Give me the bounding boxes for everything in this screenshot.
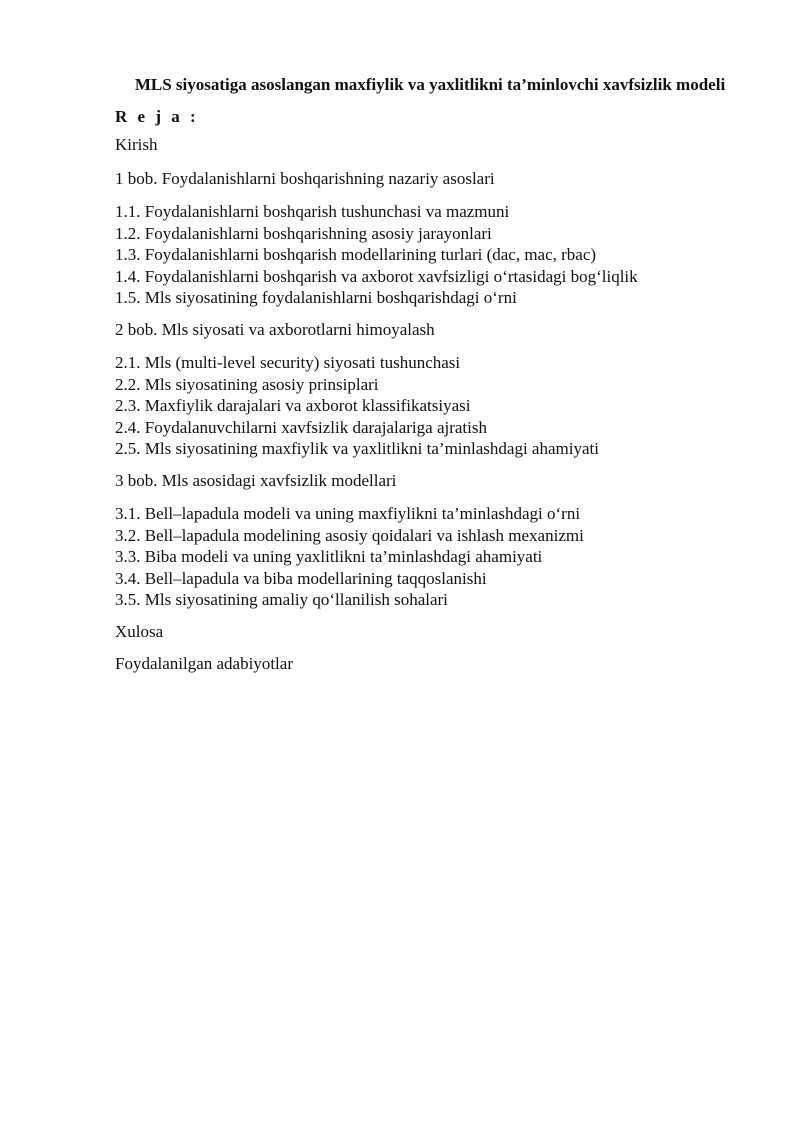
chapter-heading: 3 bob. Mls asosidagi xavfsizlik modellari [115, 470, 397, 490]
chapter-items [115, 503, 715, 611]
list-item: 2.5. Mls siyosatining maxfiylik va yaxlitlikni ta’minlashdagi ahamiyati [115, 439, 599, 459]
list-item: 1.3. Foydalanishlarni boshqarish modellarining turlari (dac, mac, rbac) [115, 245, 597, 265]
list-item: 3.3. Biba modeli va uning yaxlitlikni ta’minlashdagi ahamiyati [115, 547, 543, 567]
list-item: 1.1. Foydalanishlarni boshqarish tushunchasi va mazmuni [115, 202, 510, 221]
intro-heading: Kirish [115, 135, 158, 154]
list-item: 1.4. Foydalanishlarni boshqarish va axborot xavfsizligi o‘rtasidagi bog‘liqlik [115, 266, 638, 286]
list-item: 3.4. Bell–lapadula va biba modellarining taqqoslanishi [115, 568, 487, 588]
references-heading: Foydalanilgan adabiyotlar [115, 653, 293, 673]
list-item: 3.2. Bell–lapadula modelining asosiy qoidalari va ishlash mexanizmi [115, 525, 584, 545]
list-item: 1.5. Mls siyosatining foydalanishlarni boshqarishdagi o‘rni [115, 288, 517, 308]
plan-label: R e j a : [115, 107, 199, 126]
list-item: 2.3. Maxfiylik darajalari va axborot klassifikatsiyasi [115, 396, 471, 416]
chapter-items [115, 201, 715, 309]
conclusion-heading: Xulosa [115, 621, 164, 641]
list-item: 3.1. Bell–lapadula modeli va uning maxfiylikni ta’minlashdagi o‘rni [115, 503, 581, 523]
list-item: 2.1. Mls (multi-level security) siyosati tushunchasi [115, 352, 461, 372]
list-item: 2.4. Foydalanuvchilarni xavfsizlik darajalariga ajratish [115, 417, 487, 437]
list-item: 1.2. Foydalanishlarni boshqarishning asosiy jarayonlari [115, 223, 492, 243]
list-item: 3.5. Mls siyosatining amaliy qo‘llanilish sohalari [115, 590, 448, 610]
document-page [115, 74, 726, 675]
list-item: 2.2. Mls siyosatining asosiy prinsiplari [115, 374, 379, 394]
chapter-heading: 1 bob. Foydalanishlarni boshqarishning nazariy asoslari [115, 169, 495, 188]
chapter-heading: 2 bob. Mls siyosati va axborotlarni himoyalash [115, 319, 435, 339]
document-title: MLS siyosatiga asoslangan maxfiylik va yaxlitlikni ta’minlovchi xavfsizlik modeli [134, 75, 726, 94]
chapter-items [115, 352, 715, 460]
